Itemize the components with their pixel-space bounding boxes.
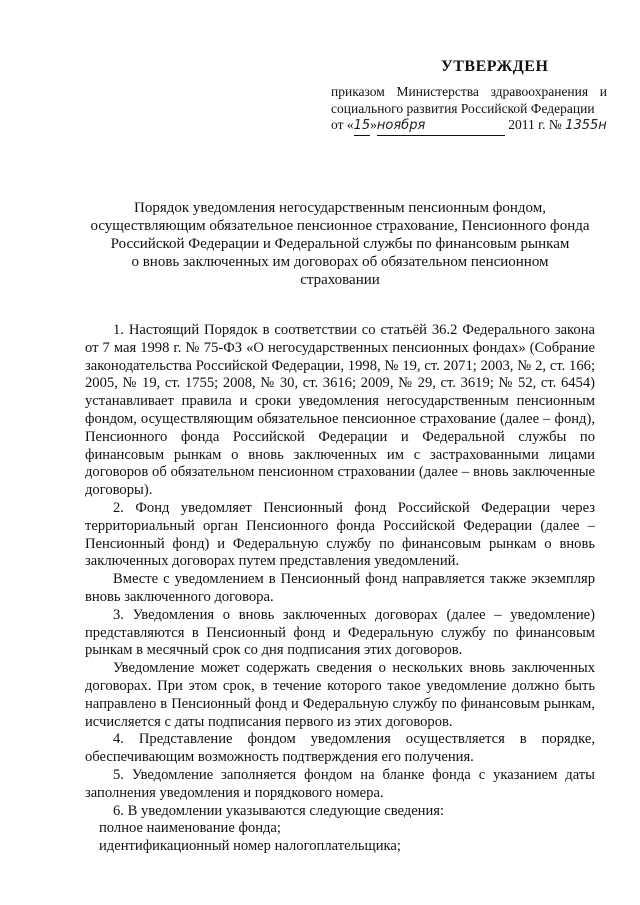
paragraph: 3. Уведомления о вновь заключенных договорах (далее – уведомление) представляются в Пенсионный фонд и Федеральную службу по финансовым рынкам в месячный срок со дня подписания этих договоров. xyxy=(85,606,595,659)
title-line: осуществляющим обязательное пенсионное страхование, Пенсионного фонда xyxy=(90,218,590,234)
paragraph: Вместе с уведомлением в Пенсионный фонд направляется также экземпляр вновь заключенного договора. xyxy=(85,571,595,605)
list-item: полное наименование фонда; xyxy=(99,820,281,837)
paragraph: 5. Уведомление заполняется фондом на бланке фонда с указанием даты заполнения уведомления и порядкового номера. xyxy=(85,766,595,801)
title-line: о вновь заключенных им договорах об обязательном пенсионном xyxy=(131,254,549,270)
list-item: идентификационный номер налогоплательщика; xyxy=(99,838,401,855)
handwritten-month: ноября xyxy=(377,118,505,136)
handwritten-order-number: 1355н xyxy=(565,118,607,133)
paragraph: 4. Представление фондом уведомления осуществляется в порядке, обеспечивающим возможность подтверждения его получения. xyxy=(85,731,595,766)
paragraph: 6. В уведомлении указываются следующие сведения: xyxy=(113,802,445,819)
date-prefix: от « xyxy=(331,117,354,132)
handwritten-day: 15 xyxy=(354,118,371,136)
paragraph: Уведомление может содержать сведения о нескольких вновь заключенных договорах. При этом срок, в течение которого такое уведомление должно быть направлено в Пенсионный фонд и Федеральную службу по финансовым рынкам, исчисляется с даты подписания первого из этих договоров. xyxy=(85,660,595,730)
document-body xyxy=(85,322,595,856)
date-year: 2011 г. № xyxy=(504,117,566,132)
date-mid: » xyxy=(370,117,377,132)
document-title xyxy=(70,199,610,289)
title-line: Порядок уведомления негосударственным пенсионным фондом, xyxy=(133,200,547,216)
paragraph: 1. Настоящий Порядок в соответствии со статьёй 36.2 Федерального закона от 7 мая 1998 г. № 75-ФЗ «О негосударственных пенсионных фондах» (Собрание законодательства Российской Федерации, 1998, № 19, ст. 2071; 2003, № 2, ст. 166; 2005, № 19, ст. 1755; 2008, № 30, ст. 3616; 2009, № 29, ст. 3619; № 52, ст. 6454) устанавливает правила и сроки уведомления негосударственным пенсионным фондом, осуществляющим обязательное пенсионное страхование (далее – фонд), Пенсионного фонда Российской Федерации и Федеральной службы по финансовым рынкам о вновь заключенных им с застрахованными лицами договоров об обязательном пенсионном страховании (далее – вновь заключенные договоры). xyxy=(85,322,595,499)
paragraph: 2. Фонд уведомляет Пенсионный фонд Российской Федерации через территориальный орган Пенсионного фонда Российской Федерации (далее – Пенсионный фонд) и Федеральную службу по финансовым рынкам о вновь заключенных договорах путем представления уведомлений. xyxy=(85,499,595,570)
approval-date-line xyxy=(331,117,607,136)
approval-heading: УТВЕРЖДЕН xyxy=(441,58,549,75)
title-line: Российской Федерации и Федеральной службы по финансовым рынкам xyxy=(110,236,570,252)
approval-order-text: приказом Министерства здравоохранения и социального развития Российской Федерации xyxy=(331,84,607,116)
approval-block xyxy=(331,84,607,136)
title-line: страховании xyxy=(300,272,380,288)
